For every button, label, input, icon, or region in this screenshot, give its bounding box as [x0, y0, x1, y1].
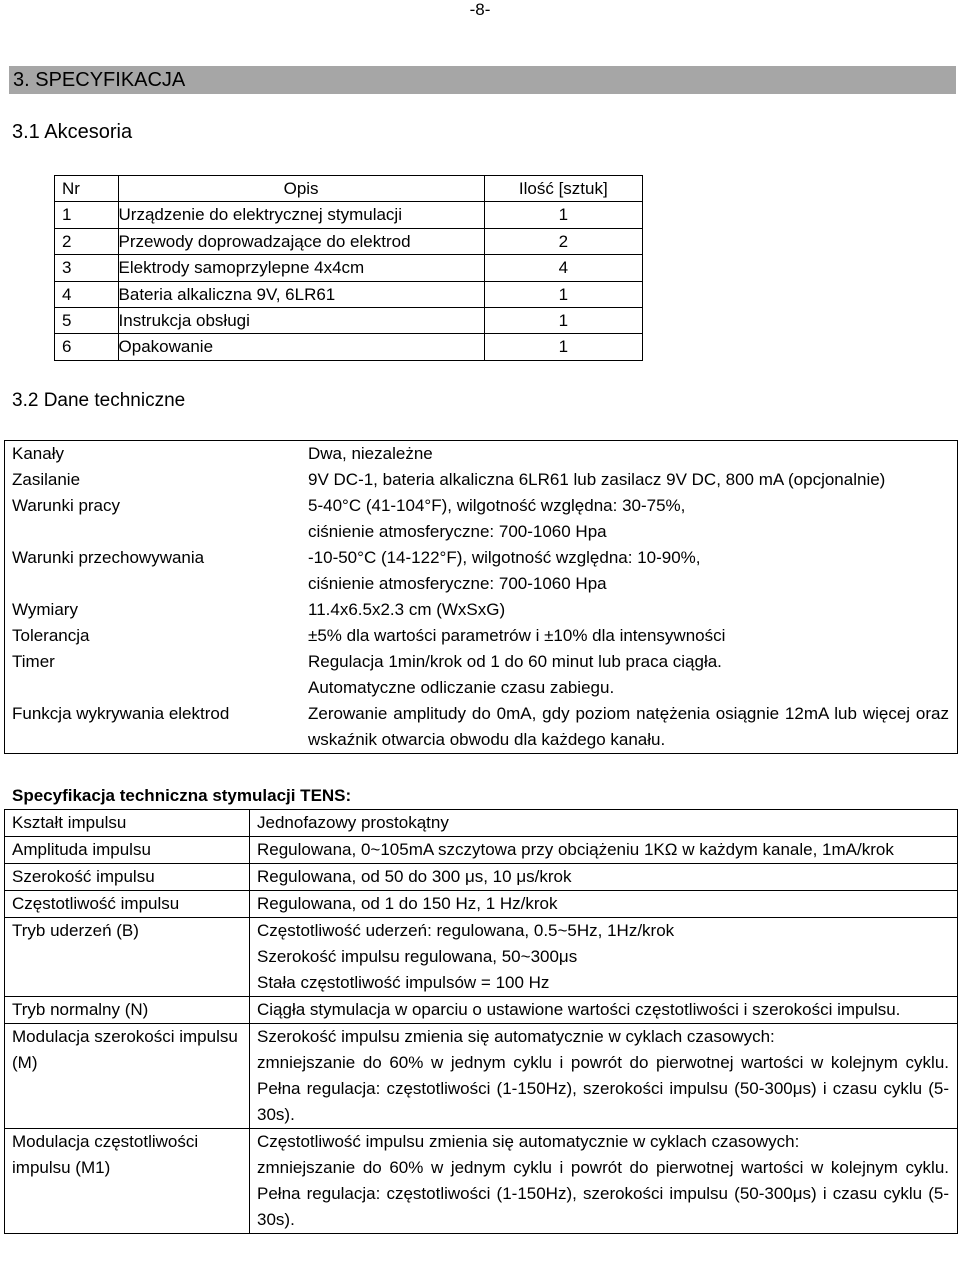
row-label: Szerokość impulsu [5, 864, 250, 891]
cell-nr: 4 [55, 281, 119, 307]
table-row [5, 545, 958, 597]
row-value-line: Szerokość impulsu regulowana, 50~300μs [257, 947, 578, 966]
row-value-line: zmniejszanie do 60% w jednym cyklu i powrót do pierwotnej wartości w kolejnym cyklu. Pełna regulacja: częstotliwości (1-150Hz), szerokości impulsu (50-300μs) i czasu cyklu (5-30s). [257, 1053, 949, 1124]
table-row [5, 597, 958, 623]
cell-nr: 2 [55, 228, 119, 254]
tens-heading: Specyfikacja techniczna stymulacji TENS: [12, 786, 352, 805]
cell-nr: 1 [55, 202, 119, 228]
cell-nr: 6 [55, 334, 119, 360]
row-label: Funkcja wykrywania elektrod [12, 704, 230, 723]
row-value: Jednofazowy prostokątny [250, 810, 958, 837]
row-value-line: Stała częstotliwość impulsów = 100 Hz [257, 973, 550, 992]
row-value: Regulowana, od 1 do 150 Hz, 1 Hz/krok [250, 891, 958, 918]
table-header-row [55, 176, 643, 202]
row-value [308, 493, 958, 545]
table-row [55, 255, 643, 281]
table-row [5, 623, 958, 649]
row-label: Częstotliwość impulsu [5, 891, 250, 918]
table-row [5, 649, 958, 701]
table-row [55, 228, 643, 254]
row-label: Warunki pracy [12, 496, 121, 515]
page-number: -8- [469, 0, 491, 19]
cell-opis: Instrukcja obsługi [118, 307, 484, 333]
table-row [5, 837, 958, 864]
table-row [5, 1024, 958, 1129]
row-label: Kształt impulsu [5, 810, 250, 837]
cell-opis: Elektrody samoprzylepne 4x4cm [118, 255, 484, 281]
cell-ilosc: 1 [484, 307, 642, 333]
cell-ilosc: 1 [484, 202, 642, 228]
column-header-opis: Opis [118, 176, 484, 202]
row-label: Timer [12, 652, 55, 671]
table-row [5, 441, 958, 468]
section-title: 3. SPECYFIKACJA [9, 66, 956, 94]
column-header-ilosc: Ilość [sztuk] [484, 176, 642, 202]
accessories-table [54, 175, 643, 361]
table-row [55, 202, 643, 228]
row-value-line: Automatyczne odliczanie czasu zabiegu. [308, 678, 615, 697]
table-row [5, 997, 958, 1024]
column-header-nr: Nr [55, 176, 119, 202]
row-label: Tryb normalny (N) [5, 997, 250, 1024]
row-value-line: zmniejszanie do 60% w jednym cyklu i powrót do pierwotnej wartości w kolejnym cyklu. Pełna regulacja: częstotliwości (1-150Hz), szerokości impulsu (50-300μs) i czasu cyklu (5-30s). [257, 1158, 949, 1229]
row-value [250, 1024, 958, 1129]
row-value-line: 5-40°C (41-104°F), wilgotność względna: 30-75%, [308, 496, 686, 515]
row-value: 9V DC-1, bateria alkaliczna 6LR61 lub zasilacz 9V DC, 800 mA (opcjonalnie) [308, 470, 886, 489]
row-value-line: Częstotliwość impulsu zmienia się automatycznie w cyklach czasowych: [257, 1132, 800, 1151]
table-row [5, 810, 958, 837]
table-row [5, 493, 958, 545]
row-label: Modulacja szerokości impulsu (M) [5, 1024, 250, 1129]
table-row [55, 281, 643, 307]
tens-table [4, 809, 958, 1234]
row-label: Modulacja częstotliwości impulsu (M1) [5, 1129, 250, 1234]
table-row [5, 864, 958, 891]
row-value: Zerowanie amplitudy do 0mA, gdy poziom natężenia osiągnie 12mA lub więcej oraz wskaźnik otwarcia obwodu dla każdego kanału. [308, 704, 949, 749]
accessories-heading: 3.1 Akcesoria [12, 121, 133, 143]
row-value-line: -10-50°C (14-122°F), wilgotność względna: 10-90%, [308, 548, 701, 567]
cell-ilosc: 1 [484, 334, 642, 360]
table-row [55, 334, 643, 360]
row-value: Regulowana, 0~105mA szczytowa przy obciążeniu 1KΩ w każdym kanale, 1mA/krok [250, 837, 958, 864]
cell-ilosc: 2 [484, 228, 642, 254]
table-row [5, 1129, 958, 1234]
row-value: Dwa, niezależne [308, 444, 433, 463]
cell-ilosc: 4 [484, 255, 642, 281]
row-value [308, 545, 958, 597]
row-label: Zasilanie [12, 470, 81, 489]
table-row [5, 467, 958, 493]
table-row [5, 918, 958, 997]
row-value: Ciągła stymulacja w oparciu o ustawione wartości częstotliwości i szerokości impulsu. [250, 997, 958, 1024]
row-value-line: ciśnienie atmosferyczne: 700-1060 Hpa [308, 574, 607, 593]
cell-nr: 3 [55, 255, 119, 281]
tech-heading: 3.2 Dane techniczne [12, 390, 186, 411]
row-value-line: Częstotliwość uderzeń: regulowana, 0.5~5Hz, 1Hz/krok [257, 921, 675, 940]
row-value-line: ciśnienie atmosferyczne: 700-1060 Hpa [308, 522, 607, 541]
row-label: Kanały [12, 444, 64, 463]
cell-opis: Bateria alkaliczna 9V, 6LR61 [118, 281, 484, 307]
row-label: Amplituda impulsu [5, 837, 250, 864]
cell-opis: Urządzenie do elektrycznej stymulacji [118, 202, 484, 228]
row-value [308, 649, 958, 701]
cell-ilosc: 1 [484, 281, 642, 307]
table-row [5, 891, 958, 918]
row-value: 11.4x6.5x2.3 cm (WxSxG) [308, 600, 506, 619]
row-label: Warunki przechowywania [12, 548, 205, 567]
cell-opis: Przewody doprowadzające do elektrod [118, 228, 484, 254]
cell-opis: Opakowanie [118, 334, 484, 360]
row-label: Wymiary [12, 600, 78, 619]
cell-nr: 5 [55, 307, 119, 333]
row-value-line: Regulacja 1min/krok od 1 do 60 minut lub praca ciągła. [308, 652, 722, 671]
row-label: Tryb uderzeń (B) [5, 918, 250, 997]
row-value: Regulowana, od 50 do 300 μs, 10 μs/krok [250, 864, 958, 891]
row-label: Tolerancja [12, 626, 90, 645]
row-value [250, 918, 958, 997]
row-value-line: Szerokość impulsu zmienia się automatycznie w cyklach czasowych: [257, 1027, 775, 1046]
table-row [5, 701, 958, 754]
tech-data-table [4, 440, 958, 754]
table-row [55, 307, 643, 333]
row-value: ±5% dla wartości parametrów i ±10% dla intensywności [308, 626, 726, 645]
row-value [250, 1129, 958, 1234]
